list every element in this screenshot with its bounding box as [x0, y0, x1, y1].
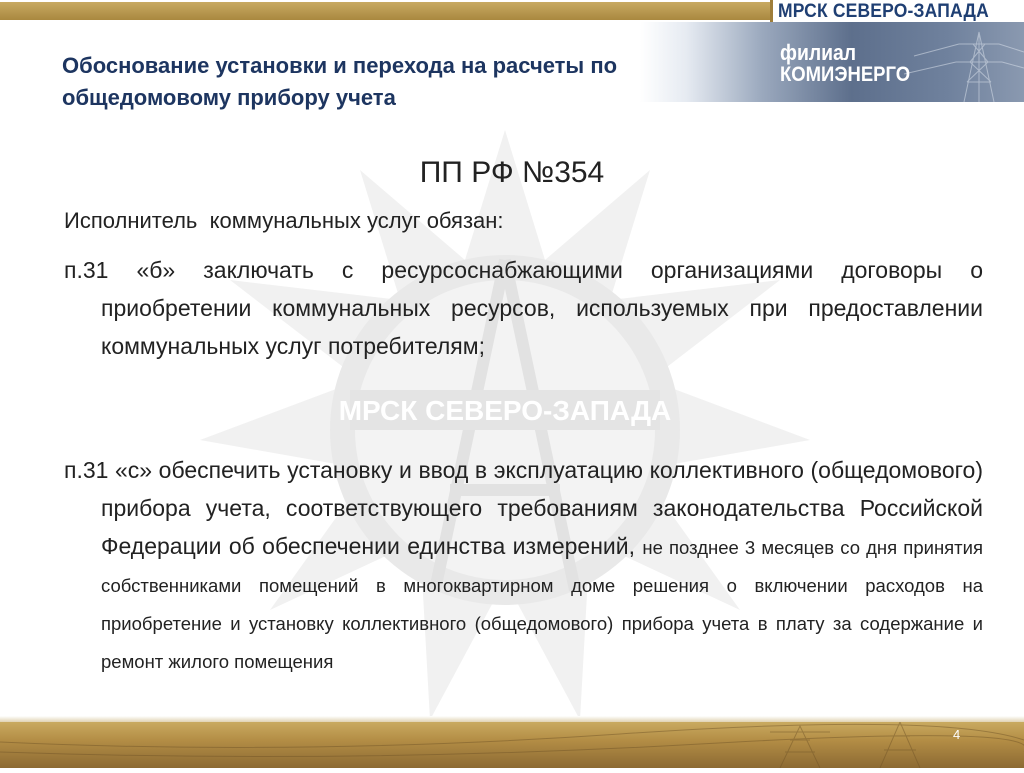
item-31c [64, 451, 983, 679]
branch-label: филиал [780, 40, 857, 65]
top-gold-stripe [0, 2, 770, 20]
item-31b-text: п.31 «б» заключать с ресурсоснабжающими организациями договоры о приобретении коммунальных ресурсов, используемых при предоставлении коммунальных услуг потребителям; [64, 257, 983, 359]
branch-name: КОМИЭНЕРГО [780, 63, 911, 86]
item-31c-wrapper [64, 451, 983, 679]
footer-bar [0, 722, 1024, 768]
watermark-text: МРСК СЕВЕРО-ЗАПАДА [338, 395, 672, 426]
slide-title: Обоснование установки и перехода на расчеты по общедомовому прибору учета [62, 53, 618, 110]
document-heading: ПП РФ №354 [419, 156, 605, 189]
intro-text: Исполнитель коммунальных услуг обязан: [64, 208, 504, 233]
page-number: 4 [953, 727, 961, 742]
item-31c-main-text: п.31 «с» обеспечить установку и ввод в эксплуатацию коллективного (общедомового) прибора учета, соответствующего требованиям законодательства Российской Федерации об обеспечении единства измерений, [64, 457, 983, 559]
item-31b [64, 251, 983, 365]
power-lines-icon [0, 722, 1024, 768]
brand-logo-text: МРСК СЕВЕРО-ЗАПАДА [778, 1, 989, 22]
item-31c-deadline-text: не позднее 3 месяцев со дня принятия собственниками помещений в многоквартирном доме решения о включении расходов на приобретение и установку коллективного (общедомового) прибора учета в плату за содержание и ремонт жилого помещения [101, 537, 984, 672]
